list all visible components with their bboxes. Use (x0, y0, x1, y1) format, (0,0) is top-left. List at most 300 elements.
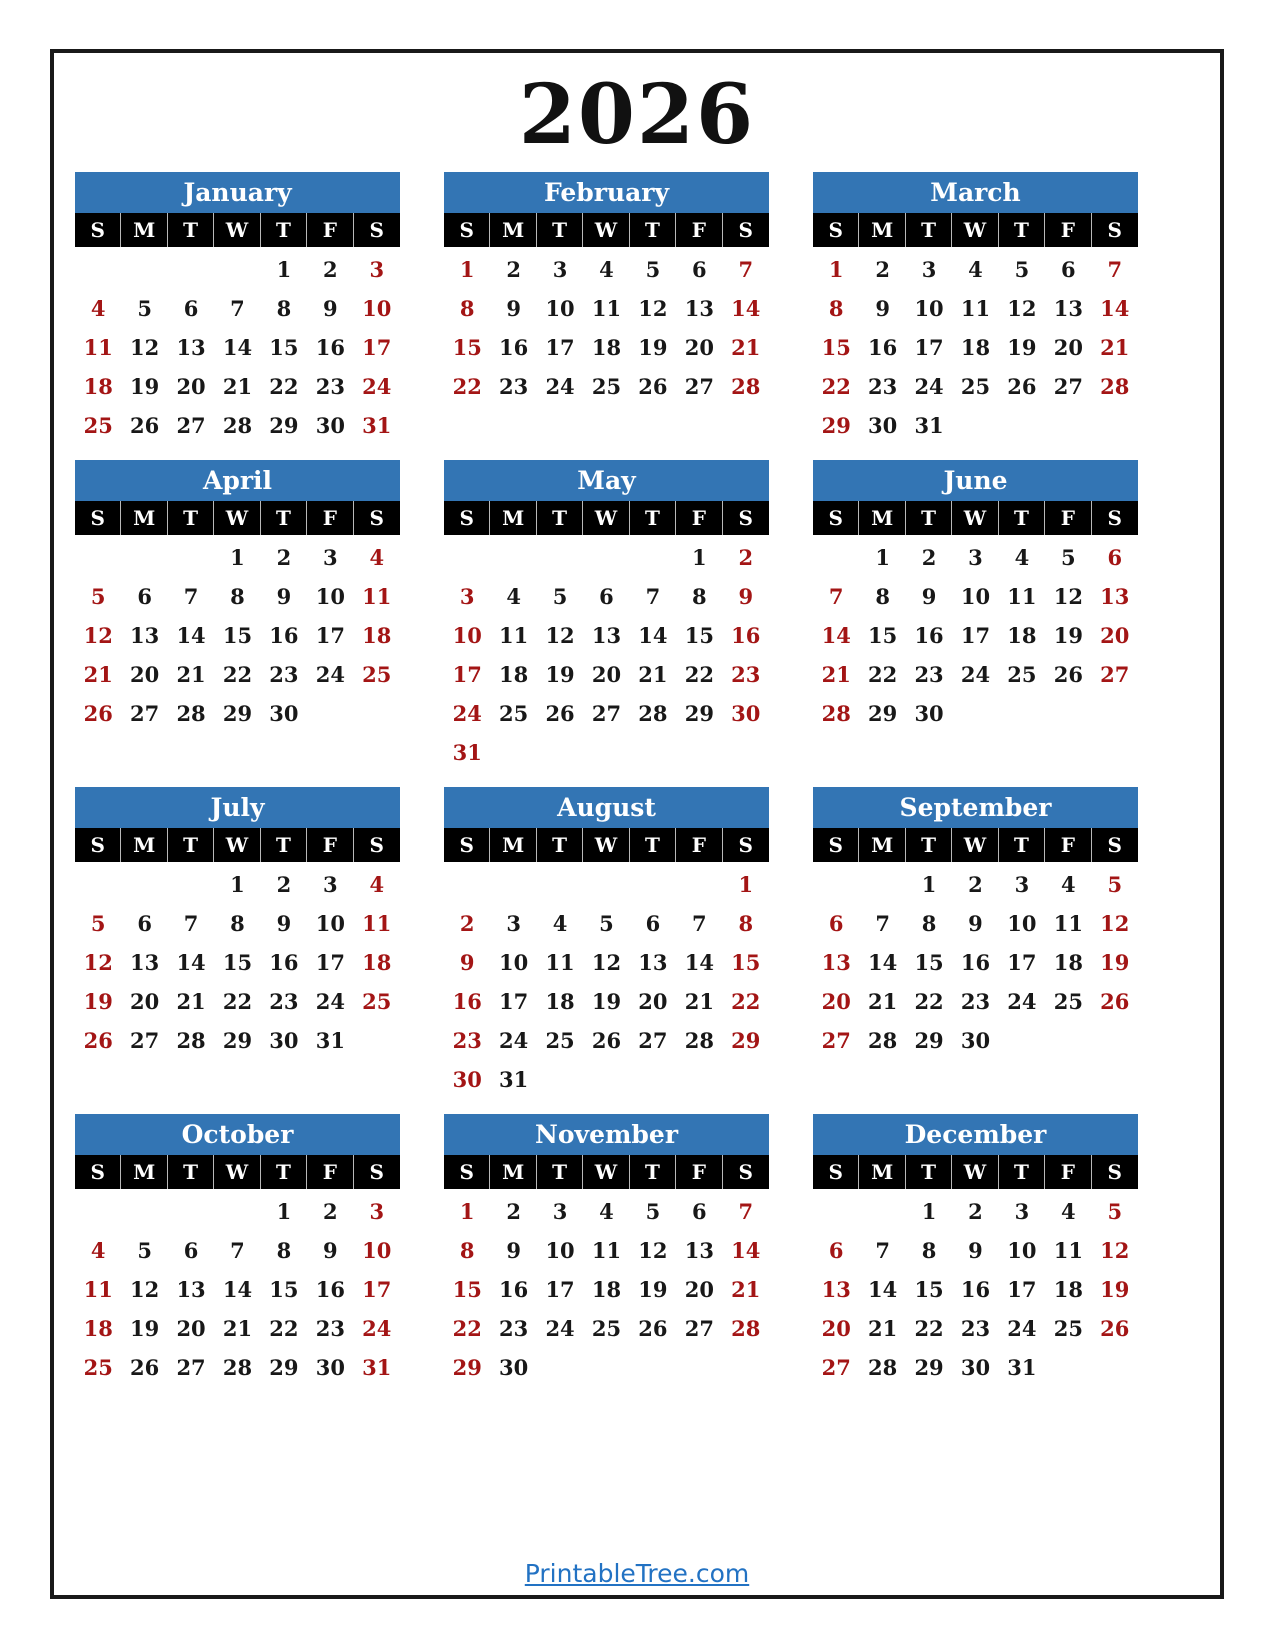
empty-date-cell (168, 250, 214, 289)
weekday-cell: W (583, 213, 629, 247)
week-row (813, 982, 1138, 1021)
date-cell: 2 (323, 256, 338, 282)
date-cell: 27 (130, 1027, 160, 1053)
date-cell: 25 (83, 1354, 113, 1380)
date-cell: 15 (269, 334, 299, 360)
date-cell: 14 (731, 1237, 761, 1263)
date-cell: 26 (83, 700, 113, 726)
date-cell: 6 (1061, 256, 1076, 282)
weekday-cell: S (813, 828, 859, 862)
weekday-cell: S (1107, 217, 1122, 242)
date-cell: 19 (130, 373, 160, 399)
weekday-cell: S (369, 217, 384, 242)
date-cell: 17 (545, 334, 575, 360)
date-cell: 14 (684, 949, 714, 975)
weeks-container (813, 535, 1138, 733)
week-row (813, 328, 1138, 367)
week-row (444, 1192, 769, 1231)
date-cell: 22 (452, 1315, 482, 1341)
date-cell: 25 (591, 1315, 622, 1341)
date-cell: 8 (459, 295, 475, 321)
week-row (75, 1348, 400, 1387)
date-cell: 7 (738, 256, 754, 282)
date-cell: 28 (1100, 373, 1130, 399)
date-cell: 17 (545, 1276, 575, 1302)
date-cell: 4 (506, 583, 521, 609)
empty-date-cell (813, 1192, 859, 1231)
weekday-cell: S (369, 1159, 384, 1184)
date-cell: 12 (638, 295, 668, 321)
date-cell: 3 (1014, 1198, 1030, 1224)
empty-date-cell (490, 733, 536, 772)
date-cell: 20 (821, 988, 851, 1014)
weekday-cell: T (906, 501, 952, 535)
weeks-container (444, 535, 769, 772)
weekday-cell: M (859, 1155, 905, 1189)
week-row (444, 538, 769, 577)
empty-date-cell (583, 865, 629, 904)
date-cell: 25 (499, 700, 529, 726)
week-row (75, 1309, 400, 1348)
date-cell: 6 (183, 295, 199, 321)
date-cell: 19 (545, 661, 575, 687)
weekday-header-row (813, 501, 1138, 535)
weekday-cell: S (1107, 1159, 1122, 1184)
month-july (75, 787, 400, 1060)
empty-date-cell (537, 865, 583, 904)
date-cell: 21 (176, 661, 206, 687)
weekday-cell: M (490, 501, 536, 535)
date-cell: 6 (828, 1237, 844, 1263)
date-cell: 25 (362, 988, 392, 1014)
empty-date-cell (630, 733, 676, 772)
empty-date-cell (121, 250, 167, 289)
date-cell: 14 (821, 622, 851, 648)
date-cell: 4 (1061, 871, 1076, 897)
date-cell: 7 (738, 1198, 754, 1224)
date-cell: 5 (137, 295, 152, 321)
week-row (444, 616, 769, 655)
date-cell: 9 (875, 295, 890, 321)
date-cell: 4 (599, 1198, 614, 1224)
date-cell: 16 (315, 1276, 345, 1302)
empty-date-cell (168, 865, 214, 904)
date-cell: 7 (183, 910, 199, 936)
date-cell: 6 (1107, 544, 1123, 570)
date-cell: 7 (230, 295, 245, 321)
date-cell: 30 (731, 700, 761, 726)
date-cell: 3 (1014, 871, 1030, 897)
date-cell: 2 (323, 1198, 338, 1224)
weekday-header-row (444, 213, 769, 247)
date-cell: 27 (176, 412, 206, 438)
date-cell: 12 (83, 949, 113, 975)
weekday-cell: M (490, 1155, 536, 1189)
date-cell: 28 (868, 1027, 898, 1053)
empty-date-cell (723, 733, 769, 772)
date-cell: 4 (599, 256, 614, 282)
week-row (75, 367, 400, 406)
date-cell: 24 (914, 373, 944, 399)
empty-date-cell (354, 1021, 400, 1060)
date-cell: 20 (1100, 622, 1130, 648)
date-cell: 24 (362, 1315, 392, 1341)
month-title: March (813, 172, 1138, 213)
week-row (813, 694, 1138, 733)
weekday-cell: W (214, 828, 260, 862)
weekday-cell: F (1045, 1155, 1091, 1189)
date-cell: 21 (638, 661, 668, 687)
date-cell: 19 (83, 988, 113, 1014)
week-row (813, 1021, 1138, 1060)
week-row (444, 1309, 769, 1348)
week-row (813, 1270, 1138, 1309)
date-cell: 14 (222, 334, 253, 360)
date-cell: 24 (1007, 988, 1037, 1014)
date-cell: 28 (731, 1315, 761, 1341)
date-cell: 31 (362, 1354, 392, 1380)
weekday-cell: S (444, 501, 490, 535)
month-may (444, 460, 769, 772)
empty-date-cell (1045, 694, 1091, 733)
date-cell: 19 (638, 1276, 668, 1302)
date-cell: 20 (684, 1276, 714, 1302)
date-cell: 29 (914, 1354, 944, 1380)
date-cell: 12 (83, 622, 113, 648)
date-cell: 10 (499, 949, 529, 975)
date-cell: 28 (222, 1354, 253, 1380)
weekday-cell: T (261, 213, 307, 247)
date-cell: 8 (738, 910, 754, 936)
date-cell: 16 (499, 334, 529, 360)
date-cell: 22 (222, 988, 253, 1014)
date-cell: 30 (499, 1354, 529, 1380)
weekday-cell: S (75, 1155, 121, 1189)
week-row (813, 865, 1138, 904)
date-cell: 29 (269, 1354, 299, 1380)
date-cell: 11 (545, 949, 575, 975)
date-cell: 11 (499, 622, 529, 648)
date-cell: 22 (821, 373, 851, 399)
date-cell: 23 (499, 373, 529, 399)
date-cell: 15 (731, 949, 761, 975)
week-row (813, 904, 1138, 943)
date-cell: 2 (921, 544, 937, 570)
month-june (813, 460, 1138, 733)
date-cell: 2 (276, 871, 292, 897)
date-cell: 10 (315, 583, 345, 609)
date-cell: 1 (738, 871, 754, 897)
date-cell: 28 (176, 1027, 206, 1053)
date-cell: 2 (968, 1198, 983, 1224)
date-cell: 13 (638, 949, 668, 975)
date-cell: 29 (269, 412, 299, 438)
week-row (444, 655, 769, 694)
weekday-header-row (813, 213, 1138, 247)
empty-date-cell (1092, 406, 1138, 445)
date-cell: 23 (315, 373, 345, 399)
weekday-cell: T (261, 501, 307, 535)
weekday-cell: F (307, 501, 353, 535)
date-cell: 20 (821, 1315, 851, 1341)
date-cell: 15 (914, 1276, 944, 1302)
date-cell: 15 (914, 949, 944, 975)
date-cell: 10 (1007, 1237, 1037, 1263)
empty-date-cell (999, 694, 1045, 733)
empty-date-cell (630, 1348, 676, 1387)
date-cell: 29 (452, 1354, 482, 1380)
weekday-cell: M (859, 213, 905, 247)
date-cell: 18 (1053, 1276, 1083, 1302)
month-january (75, 172, 400, 445)
date-cell: 11 (83, 334, 113, 360)
date-cell: 30 (960, 1027, 991, 1053)
date-cell: 17 (914, 334, 944, 360)
weekday-cell: F (1045, 828, 1091, 862)
date-cell: 7 (875, 1237, 890, 1263)
date-cell: 26 (638, 1315, 668, 1341)
empty-date-cell (952, 406, 998, 445)
month-title: August (444, 787, 769, 828)
date-cell: 9 (968, 1237, 983, 1263)
date-cell: 4 (369, 871, 385, 897)
date-cell: 27 (821, 1354, 851, 1380)
date-cell: 20 (130, 661, 160, 687)
weekday-cell: W (952, 1155, 998, 1189)
weekday-cell: W (583, 501, 629, 535)
weekday-header-row (75, 1155, 400, 1189)
date-cell: 2 (459, 910, 475, 936)
date-cell: 28 (821, 700, 851, 726)
date-cell: 21 (222, 373, 253, 399)
date-cell: 17 (452, 661, 482, 687)
date-cell: 10 (914, 295, 944, 321)
date-cell: 17 (1007, 949, 1037, 975)
date-cell: 31 (452, 739, 482, 765)
weeks-container (813, 1189, 1138, 1387)
empty-date-cell (121, 538, 167, 577)
date-cell: 10 (362, 295, 392, 321)
date-cell: 27 (684, 1315, 714, 1341)
weekday-cell: W (214, 501, 260, 535)
week-row (75, 655, 400, 694)
month-title: November (444, 1114, 769, 1155)
month-title: October (75, 1114, 400, 1155)
footer (54, 1559, 1220, 1588)
date-cell: 22 (269, 373, 299, 399)
date-cell: 8 (692, 583, 707, 609)
date-cell: 10 (362, 1237, 392, 1263)
weekday-cell: F (307, 828, 353, 862)
weekday-cell: W (214, 213, 260, 247)
date-cell: 29 (821, 412, 851, 438)
week-row (444, 943, 769, 982)
date-cell: 20 (638, 988, 668, 1014)
weekday-cell: W (583, 828, 629, 862)
weekday-cell: S (444, 213, 490, 247)
date-cell: 12 (1007, 295, 1037, 321)
date-cell: 3 (552, 256, 568, 282)
date-cell: 15 (222, 622, 253, 648)
empty-date-cell (676, 733, 722, 772)
empty-date-cell (630, 865, 676, 904)
date-cell: 21 (731, 1276, 761, 1302)
weekday-cell: F (676, 1155, 722, 1189)
weeks-container (813, 862, 1138, 1060)
date-cell: 13 (130, 949, 160, 975)
date-cell: 8 (276, 295, 292, 321)
week-row (813, 538, 1138, 577)
date-cell: 30 (315, 412, 345, 438)
date-cell: 14 (731, 295, 761, 321)
month-title: May (444, 460, 769, 501)
empty-date-cell (214, 250, 260, 289)
date-cell: 25 (1053, 1315, 1083, 1341)
date-cell: 16 (731, 622, 761, 648)
footer-link[interactable]: PrintableTree.com (524, 1559, 750, 1588)
month-title: April (75, 460, 400, 501)
date-cell: 16 (269, 622, 299, 648)
date-cell: 1 (276, 1198, 292, 1224)
date-cell: 20 (176, 1315, 206, 1341)
empty-date-cell (75, 1192, 121, 1231)
date-cell: 15 (821, 334, 851, 360)
date-cell: 12 (130, 334, 160, 360)
date-cell: 8 (230, 583, 245, 609)
date-cell: 3 (968, 544, 983, 570)
date-cell: 26 (1100, 988, 1130, 1014)
date-cell: 23 (731, 661, 761, 687)
date-cell: 27 (176, 1354, 206, 1380)
date-cell: 17 (315, 949, 345, 975)
date-cell: 19 (1007, 334, 1037, 360)
weekday-cell: M (121, 1155, 167, 1189)
weekday-cell: S (75, 828, 121, 862)
month-title: July (75, 787, 400, 828)
empty-date-cell (723, 1348, 769, 1387)
week-row (813, 616, 1138, 655)
date-cell: 13 (1100, 583, 1130, 609)
weekday-cell: W (952, 213, 998, 247)
date-cell: 24 (960, 661, 991, 687)
month-february (444, 172, 769, 406)
date-cell: 9 (968, 910, 983, 936)
month-march (813, 172, 1138, 445)
weekday-cell: S (369, 505, 384, 530)
date-cell: 21 (821, 661, 851, 687)
date-cell: 5 (1107, 871, 1123, 897)
empty-date-cell (676, 1060, 722, 1099)
date-cell: 29 (868, 700, 898, 726)
weekday-cell: T (168, 828, 214, 862)
empty-date-cell (121, 1192, 167, 1231)
weekday-cell: T (261, 1155, 307, 1189)
weekday-cell: T (630, 501, 676, 535)
date-cell: 22 (868, 661, 898, 687)
week-row (75, 694, 400, 733)
weekday-cell: W (583, 1155, 629, 1189)
weekday-cell: M (490, 213, 536, 247)
date-cell: 9 (323, 1237, 338, 1263)
empty-date-cell (999, 406, 1045, 445)
week-row (75, 406, 400, 445)
date-cell: 9 (276, 583, 292, 609)
weekday-header-row (813, 1155, 1138, 1189)
date-cell: 19 (1053, 622, 1083, 648)
date-cell: 10 (315, 910, 345, 936)
date-cell: 1 (230, 544, 245, 570)
week-row (813, 1231, 1138, 1270)
weekday-cell: T (906, 213, 952, 247)
week-row (813, 1348, 1138, 1387)
date-cell: 14 (176, 622, 206, 648)
week-row (75, 289, 400, 328)
week-row (813, 577, 1138, 616)
date-cell: 27 (130, 700, 160, 726)
date-cell: 23 (499, 1315, 529, 1341)
date-cell: 30 (914, 700, 944, 726)
date-cell: 28 (684, 1027, 714, 1053)
date-cell: 15 (868, 622, 898, 648)
weekday-header-row (444, 501, 769, 535)
empty-date-cell (537, 1060, 583, 1099)
weekday-cell: S (738, 1159, 753, 1184)
empty-date-cell (444, 538, 490, 577)
date-cell: 22 (914, 988, 944, 1014)
date-cell: 24 (499, 1027, 529, 1053)
weekday-cell: S (369, 832, 384, 857)
date-cell: 5 (1107, 1198, 1123, 1224)
months-grid (54, 172, 1220, 1387)
date-cell: 6 (183, 1237, 199, 1263)
date-cell: 10 (545, 1237, 575, 1263)
week-row (813, 1192, 1138, 1231)
date-cell: 13 (684, 1237, 714, 1263)
weekday-cell: S (738, 832, 753, 857)
date-cell: 8 (828, 295, 844, 321)
empty-date-cell (813, 865, 859, 904)
empty-date-cell (583, 538, 629, 577)
month-november (444, 1114, 769, 1387)
empty-date-cell (214, 1192, 260, 1231)
weekday-cell: T (999, 501, 1045, 535)
date-cell: 28 (868, 1354, 898, 1380)
date-cell: 26 (545, 700, 575, 726)
date-cell: 25 (545, 1027, 575, 1053)
date-cell: 1 (276, 256, 292, 282)
date-cell: 2 (506, 256, 521, 282)
date-cell: 16 (914, 622, 944, 648)
date-cell: 14 (1100, 295, 1130, 321)
weekday-cell: F (307, 213, 353, 247)
empty-date-cell (1092, 694, 1138, 733)
date-cell: 31 (1007, 1354, 1037, 1380)
week-row (444, 289, 769, 328)
date-cell: 7 (645, 583, 661, 609)
date-cell: 17 (362, 1276, 392, 1302)
weekday-cell: F (676, 501, 722, 535)
date-cell: 14 (176, 949, 206, 975)
date-cell: 10 (960, 583, 991, 609)
week-row (444, 694, 769, 733)
weeks-container (813, 247, 1138, 445)
month-title: December (813, 1114, 1138, 1155)
weekday-header-row (75, 501, 400, 535)
date-cell: 24 (315, 988, 345, 1014)
week-row (444, 1231, 769, 1270)
empty-date-cell (630, 1060, 676, 1099)
empty-date-cell (859, 865, 905, 904)
